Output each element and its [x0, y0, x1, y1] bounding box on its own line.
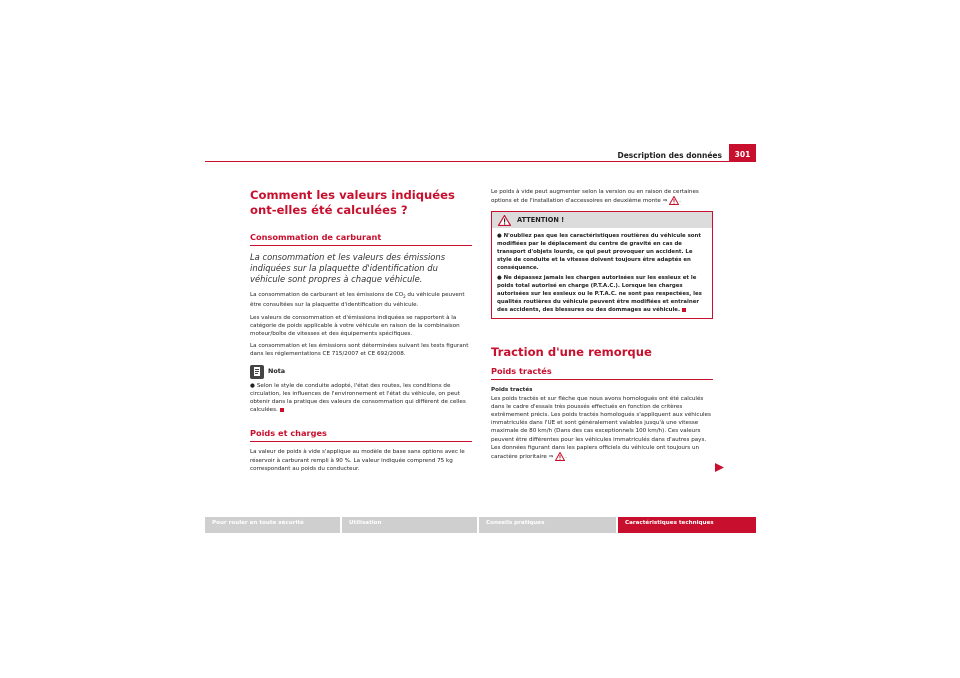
- next-page-arrow-icon[interactable]: [715, 463, 724, 472]
- paragraph-co2: La consommation de carburant et les émissions de $CO_2$ du véhicule peuvent être consultées sur la plaquette d'identification du véhicule.: [250, 292, 465, 309]
- footer-tab-practical-tips[interactable]: Conseils pratiques: [479, 517, 616, 533]
- subsection-title-weights: Poids et charges: [250, 428, 472, 442]
- attention-bullet-2: Ne dépassez jamais les charges autorisées sur les essieux et le poids total autorisé en charge (P.T.A.C.). Lorsque les charges autorisées sur les essieux ou le P.T.A.C. ne sont pas respectées, les qualités routières du véhicule peuvent être modifiées et entraîner des accidents, des blessures ou des dommages au véhicule.: [497, 275, 702, 314]
- subsection-title-fuel: Consommation de carburant: [250, 232, 472, 246]
- warning-triangle-icon: [669, 196, 679, 205]
- paragraph-empty-weight: La valeur de poids à vide s'applique au modèle de base sans options avec le réservoir à carburant rempli à 90 %. La valeur indiquée comprend 75 kg correspondant au poids du conducteur.: [250, 449, 465, 472]
- note-label: Nota: [268, 367, 286, 376]
- running-header-title: Description des données: [617, 151, 722, 160]
- warning-triangle-icon: [498, 215, 511, 226]
- attention-bullet-1: N'oubliez pas que les caractéristiques routières du véhicule sont modifiées par le déplacement du centre de gravité en cas de transport d'objets lourds, ce qui peut provoquer un accident. Le style de conduite et la vitesse doivent toujours être adaptés en conséquence.: [497, 233, 701, 272]
- note-icon: [250, 365, 264, 379]
- attention-box: ATTENTION ! ● N'oubliez pas que les caractéristiques routières du véhicule sont modifiées par le déplacement du centre de gravité en cas de transport d'objets lourds, ce qui peut provoquer un accident. Le style de conduite et la vitesse doivent toujours être adaptés en conséquence. ● Ne dépassez jamais les charges autorisées sur les essieux et le poids total autorisé en charge (P.T.A.C.). Lorsque les charges autorisées sur les essieux ou le P.T.A.C. ne sont pas respectées, les qualités routières du véhicule peuvent être modifiées et entraîner des accidents, des blessures ou des dommages au véhicule.: [491, 211, 713, 319]
- warning-triangle-icon: [555, 452, 565, 461]
- stop-square-icon: [280, 408, 284, 412]
- bold-subheading-towed-weights: Poids tractés: [491, 387, 533, 394]
- note-text: Selon le style de conduite adopté, l'état des routes, les conditions de circulation, les influences de l'environnement et l'état du véhicule, on peut obtenir dans la pratique des valeurs de consommation qui diffèrent de celles calculées.: [250, 382, 466, 414]
- footer-tab-technical-specs[interactable]: Caractéristiques techniques: [618, 517, 756, 533]
- paragraph-regulations: La consommation et les émissions sont déterminées suivant les tests figurant dans les réglementations CE 715/2007 et CE 692/2008.: [250, 343, 469, 358]
- section-title-calculation: Comment les valeurs indiquées ont-elles été calculées ?: [250, 188, 455, 217]
- footer-tab-usage[interactable]: Utilisation: [342, 517, 477, 533]
- subsection-title-towed-weights: Poids tractés: [491, 366, 713, 380]
- page-number: 301: [729, 144, 756, 162]
- footer-tab-safety[interactable]: Pour rouler en toute sécurité: [205, 517, 340, 533]
- paragraph-empty-weight-increase: Le poids à vide peut augmenter selon la version ou en raison de certaines options et de l'installation d'accessoires en deuxième monte ⇒ .: [491, 189, 699, 205]
- attention-header: [492, 212, 712, 228]
- left-column: [250, 188, 472, 477]
- header-rule: [205, 161, 756, 162]
- right-column: [491, 188, 713, 465]
- stop-square-icon: [682, 308, 686, 312]
- attention-title: ATTENTION !: [517, 216, 565, 225]
- paragraph-weight-category: Les valeurs de consommation et d'émissions indiquées se rapportent à la catégorie de poids applicable à votre véhicule en raison de la combinaison moteur/boîte de vitesses et des équipements spécifiques.: [250, 314, 460, 337]
- paragraph-towed-weights: Les poids tractés et sur flèche que nous avons homologués ont été calculés dans le cadre d'essais très poussés effectués en fonction de critères extrêmement précis. Les poids tractés homologués s'appliquent aux véhicules immatriculés dans l'UE et sont généralement valables jusqu'à une vitesse maximale de 80 km/h (Dans des cas exceptionnels 100 km/h). Ces valeurs peuvent être différentes pour les véhicules immatriculés dans d'autres pays. Les données figurant dans les papiers officiels du véhicule ont toujours un caractère prioritaire ⇒ .: [491, 395, 711, 461]
- lead-paragraph: La consommation et les valeurs des émissions indiquées sur la plaquette d'identification du véhicule sont propres à chaque véhicule.: [250, 252, 446, 284]
- section-title-trailer: Traction d'une remorque: [491, 345, 652, 360]
- note-block: Nota ● Selon le style de conduite adopté, l'état des routes, les conditions de circulation, les influences de l'environnement et l'état du véhicule, on peut obtenir dans la pratique des valeurs de consommation qui diffèrent de celles calculées.: [250, 365, 472, 415]
